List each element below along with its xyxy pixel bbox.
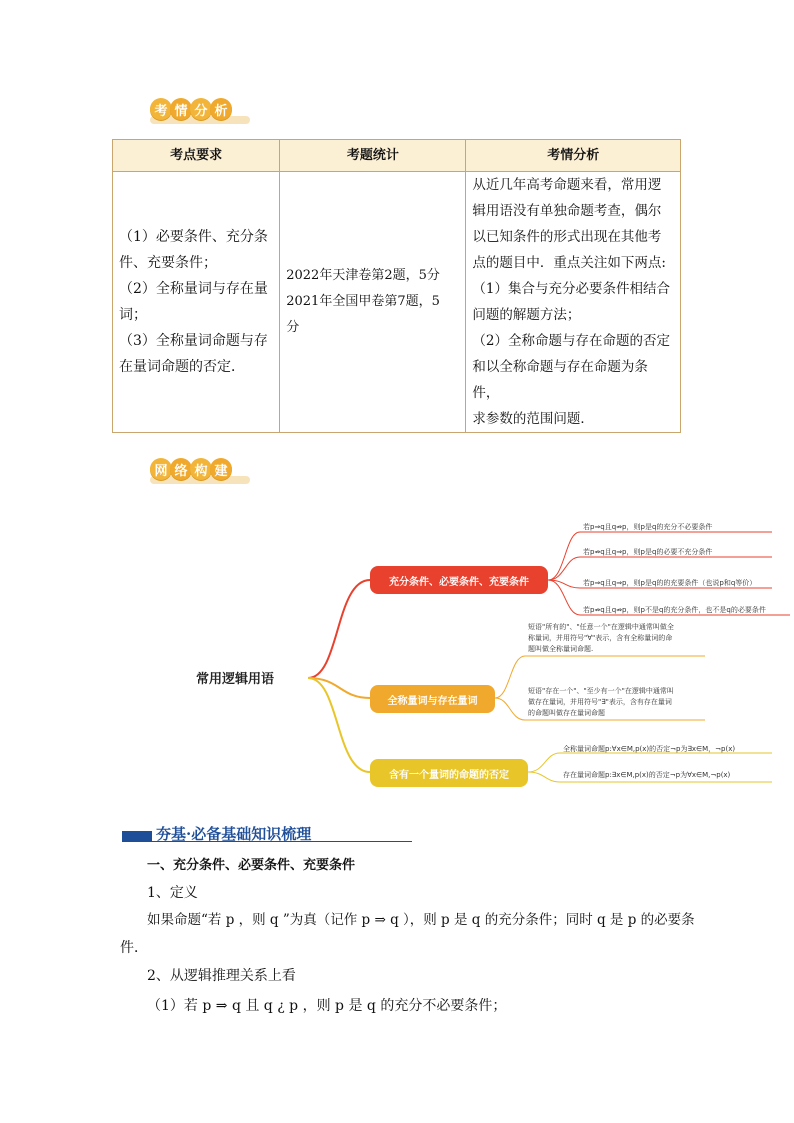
mindmap-leaf: 若p⇒q且q⇒p，则p是q的的充要条件（也说p和q等价） [583,579,757,587]
cell-line: （1）集合与充分必要条件相结合 [472,281,670,297]
table-header: 考点要求 [113,140,280,172]
leaf-line: 短语"所有的"、"任意一个"在逻辑中通常叫做全 [528,623,674,631]
mindmap-leaf: 全称量词命题p:∀x∈M,p(x)的否定¬p为∃x∈M，¬p(x) [563,745,736,753]
badge-char: 络 [170,458,192,480]
badge-char: 情 [170,98,192,120]
cell-line: 2022年天津卷第2题，5分 [286,268,440,283]
leaf-line: 的命题叫做存在量词命题 [528,709,605,717]
mindmap-leaf-universal [528,622,708,655]
badge-network [150,456,230,482]
cell-line: 问题的解题方法； [472,307,581,323]
mindmap-leaf-existential [528,686,708,719]
table-header: 考题统计 [280,140,466,172]
cell-line: 词； [119,307,147,323]
definition-line: 件． [120,940,148,956]
table-header-row [113,140,681,172]
cell-line: 分 [286,320,300,335]
cell-line: 从近几年高考命题来看，常用逻 [472,177,662,193]
mindmap-leaf: 若p⇒q且q⇏p，则p是q的充分不必要条件 [583,523,713,531]
leaf-line: 短语"存在一个"、"至少有一个"在逻辑中通常叫 [528,687,674,695]
requirements-cell [113,172,280,433]
badge-char: 考 [150,98,172,120]
cell-line: （3）全称量词命题与存 [119,333,268,349]
cell-line: 辑用语没有单独命题考查，偶尔 [472,203,662,219]
mindmap-leaf: 若p⇏q且q⇒p，则p是q的必要不充分条件 [583,548,713,556]
mindmap-branch-quantifiers: 全称量词与存在量词 [370,685,495,713]
statistics-cell [280,172,466,433]
badge-char: 网 [150,458,172,480]
exam-analysis-table [112,139,681,433]
cell-line: 2021年全国甲卷第7题，5 [286,294,440,309]
section-title: 夯基·必备基础知识梳理 [156,825,312,843]
section-heading [122,823,412,845]
leaf-line: 题叫做全称量词命题. [528,645,594,653]
heading-1: 一、充分条件、必要条件、充要条件 [147,858,356,873]
subheading-logic: 2、从逻辑推理关系上看 [147,968,296,984]
section-marker [122,831,152,841]
leaf-line: 做存在量词，并用符号"∃"表示，含有存在量词 [528,698,672,706]
badge-exam-analysis [150,96,230,122]
cell-line: 和以全称命题与存在命题为条件， [472,359,648,401]
cell-line: （2）全称命题与存在命题的否定 [472,333,670,349]
cell-line: （1）必要条件、充分条 [119,229,268,245]
badge-char: 析 [210,98,232,120]
badge-char: 分 [190,98,212,120]
cell-line: 点的题目中．重点关注如下两点: [472,255,666,271]
badge-char: 建 [210,458,232,480]
list-item: （1）若 p ⇒ q 且 q ¿ p ，则 p 是 q 的充分不必要条件； [147,998,507,1014]
analysis-cell [466,172,681,433]
mindmap-leaf: 存在量词命题p:∃x∈M,p(x)的否定¬p为∀x∈M,¬p(x) [563,771,731,779]
cell-line: （2）全称量词与存在量 [119,281,268,297]
mindmap-root: 常用逻辑用语 [196,672,275,687]
table-header: 考情分析 [466,140,681,172]
subheading-definition: 1、定义 [147,885,198,901]
leaf-line: 称量词，并用符号"∀"表示，含有全称量词的命 [528,634,673,642]
badge-char: 构 [190,458,212,480]
cell-line: 以已知条件的形式出现在其他考 [472,229,662,245]
definition-line: 如果命题“若 p ，则 q ”为真（记作 p ⇒ q ），则 p 是 q 的充分条件；同时 q 是 p 的必要条 [147,912,695,928]
mindmap-branch-sufficient-necessary: 充分条件、必要条件、充要条件 [370,566,548,594]
cell-line: 求参数的范围问题． [472,411,594,427]
mindmap-branch-negation: 含有一个量词的命题的否定 [370,759,528,787]
table-row [113,172,681,433]
cell-line: 在量词命题的否定． [119,359,245,375]
mindmap-leaf: 若p⇏q且q⇏p，则p不是q的充分条件，也不是q的必要条件 [583,606,766,614]
cell-line: 件、充要条件； [119,255,217,271]
